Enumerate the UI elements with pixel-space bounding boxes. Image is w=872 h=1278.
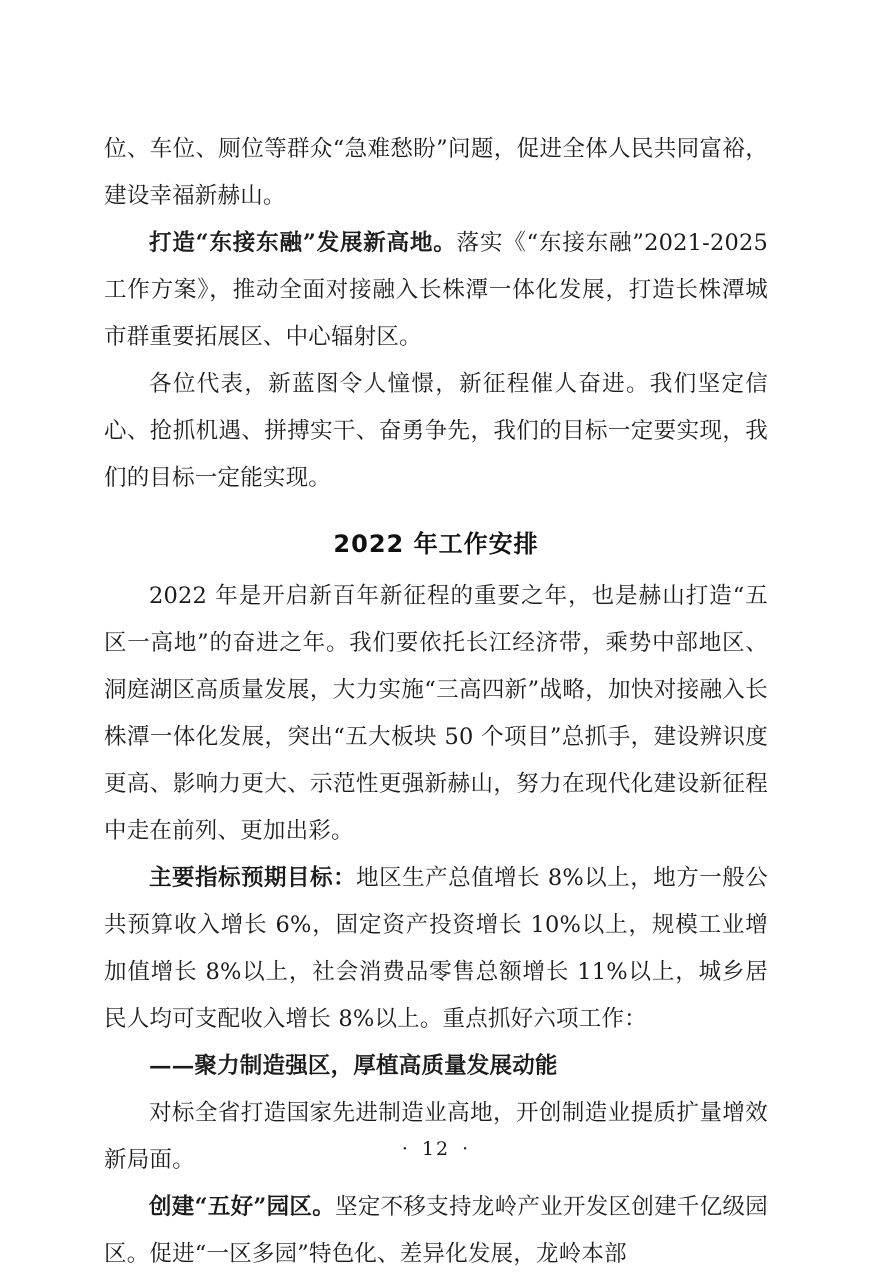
- page-content: [104, 126, 768, 1278]
- paragraph-text: 对标全省打造国家先进制造业高地，开创制造业提质扩量增效新局面。: [104, 1100, 768, 1173]
- paragraph-text: 位、车位、厕位等群众“急难愁盼”问题，促进全体人民共同富裕，建设幸福新赫山。: [104, 136, 768, 209]
- paragraph-text: 落实《“东接东融”2021-2025 工作方案》，推动全面对接融入长株潭一体化发展，打造长株潭城市群重要拓展区、中心辐射区。: [104, 230, 769, 350]
- paragraph-delegates: [104, 361, 768, 502]
- section-heading: 2022 年工作安排: [333, 530, 539, 558]
- paragraph-lead-in: 主要指标预期目标：: [149, 865, 357, 891]
- paragraph-east-link: [104, 220, 768, 361]
- paragraph-main-targets: [104, 855, 768, 1043]
- paragraph-subsection-heading: [104, 1043, 768, 1090]
- paragraph-continuation: [104, 126, 768, 220]
- paragraph-text: 各位代表，新蓝图令人憧憬，新征程催人奋进。我们坚定信心、抢抓机遇、拼搏实干、奋勇争先，我们的目标一定要实现，我们的目标一定能实现。: [104, 371, 768, 491]
- paragraph-text: 2022 年是开启新百年新征程的重要之年，也是赫山打造“五区一高地”的奋进之年。我们要依托长江经济带，乘势中部地区、洞庭湖区高质量发展，大力实施“三高四新”战略，加快对接融入长株潭一体化发展，突出“五大板块 50 个项目”总抓手，建设辨识度更高、影响力更大、示范性更强新赫山，努力在现代化建设新征程中走在前列、更加出彩。: [104, 583, 768, 844]
- page-footer: [0, 1138, 872, 1160]
- page-number: 12: [421, 1138, 451, 1160]
- paragraph-lead-in: 打造“东接东融”发展新高地。: [149, 230, 457, 256]
- paragraph-park-creation: [104, 1184, 768, 1278]
- footer-right-dot: ·: [462, 1138, 471, 1160]
- footer-left-dot: ·: [401, 1138, 410, 1160]
- paragraph-lead-in: 创建“五好”园区。: [149, 1194, 336, 1220]
- subsection-heading-text: ——聚力制造强区，厚植高质量发展动能: [149, 1053, 558, 1079]
- paragraph-year-overview: [104, 573, 768, 855]
- paragraph-manufacturing: [104, 1090, 768, 1184]
- paragraph-text: 坚定不移支持龙岭产业开发区创建千亿级园区。促进“一区多园”特色化、差异化发展，龙岭本部: [104, 1194, 768, 1267]
- paragraph-text: 地区生产总值增长 8%以上，地方一般公共预算收入增长 6%，固定资产投资增长 10%以上，规模工业增加值增长 8%以上，社会消费品零售总额增长 11%以上，城乡居民人均可支配收入增长 8%以上。重点抓好六项工作：: [104, 865, 768, 1032]
